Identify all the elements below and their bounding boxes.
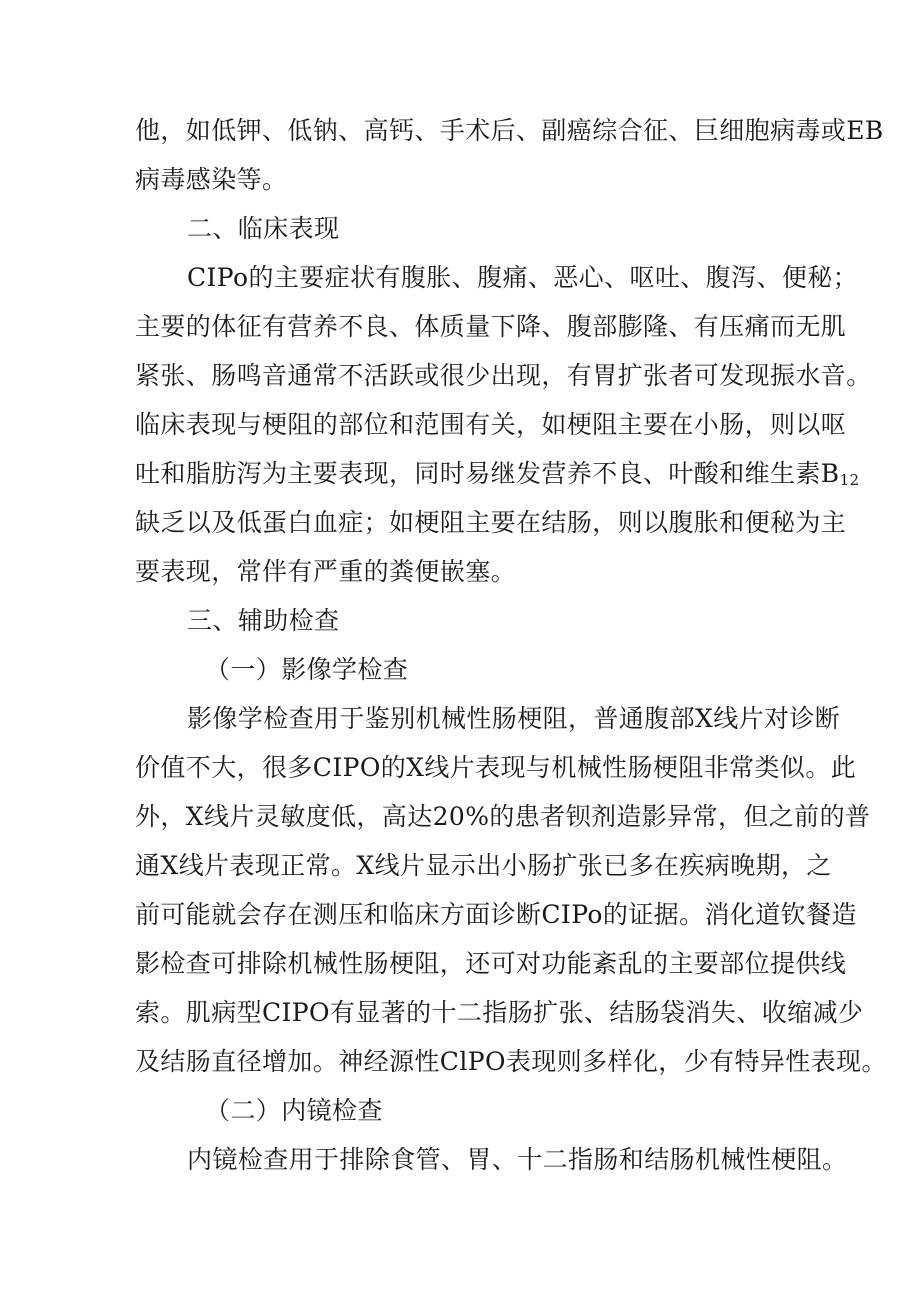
section-heading: 二、临床表现: [187, 214, 340, 243]
subscript-12: 12: [839, 471, 860, 489]
text-line: 他，如低钾、低钠、高钙、手术后、副癌综合征、巨细胞病毒或EB: [135, 116, 884, 145]
text-line: 索。肌病型CIPO有显著的十二指肠扩张、结肠袋消失、收缩减少: [135, 998, 864, 1027]
text-line: 外，X线片灵敏度低，高达20%的患者钡剂造影异常，但之前的普: [135, 802, 871, 831]
sub-heading: （二）内镜检查: [205, 1096, 383, 1125]
section-heading: 三、辅助检查: [187, 606, 340, 635]
text-line: 影像学检查用于鉴别机械性肠梗阻，普通腹部X线片对诊断: [187, 704, 841, 733]
text-line: 紧张、肠鸣音通常不活跃或很少出现，有胃扩张者可发现振水音。: [135, 361, 872, 390]
text-line: 通X线片表现正常。X线片显示出小肠扩张已多在疾病晚期，之: [135, 851, 832, 880]
text-line: 病毒感染等。: [135, 165, 288, 194]
text-line: 内镜检查用于排除食管、胃、十二指肠和结肠机械性梗阻。: [187, 1145, 848, 1174]
text-line: 缺乏以及低蛋白血症；如梗阻主要在结肠，则以腹胀和便秘为主: [135, 508, 847, 537]
text-line: 前可能就会存在测压和临床方面诊断CIPo的证据。消化道钦餐造: [135, 900, 857, 929]
text-line: 主要的体征有营养不良、体质量下降、腹部膨隆、有压痛而无肌: [135, 312, 847, 341]
text-line: 影检查可排除机械性肠梗阻，还可对功能紊乱的主要部位提供线: [135, 949, 847, 978]
text-line: 临床表现与梗阻的部位和范围有关，如梗阻主要在小肠，则以呕: [135, 410, 847, 439]
text-line: 要表现，常伴有严重的粪便嵌塞。: [135, 557, 517, 586]
text-line: 价值不大，很多CIPO的X线片表现与机械性肠梗阻非常类似。此: [135, 753, 857, 782]
text-line-with-subscript: [135, 458, 859, 496]
text-line: CIPo的主要症状有腹胀、腹痛、恶心、呕吐、腹泻、便秘；: [187, 263, 859, 292]
sub-heading: （一）影像学检查: [205, 655, 409, 684]
text-span: 吐和脂肪泻为主要表现，同时易继发营养不良、叶酸和维生素B: [135, 459, 840, 488]
text-line: 及结肠直径增加。神经源性ClPO表现则多样化，少有特异性表现。: [135, 1047, 887, 1076]
